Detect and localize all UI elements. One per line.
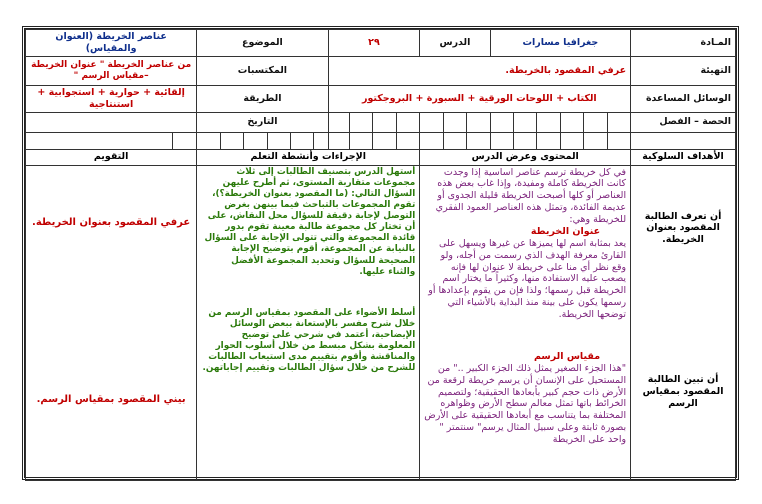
method-value: إلقائية + حوارية + استجوابية + استنتاجية [26, 85, 197, 112]
period-slot [420, 112, 443, 132]
period-slot [373, 112, 396, 132]
blank-cell [443, 132, 466, 149]
aids-value: الكتاب + اللوحات الورقية + السبورة + البروجكتور [328, 85, 631, 112]
content-title-body: يعد بمثابة اسم لها يميزها عن غيرها ويسهل على القارئ معرفة الهدف الذي رسمت من أجله، ولو وقع نظر أي منا على خريطة لا عنوان لها فإنه يصعب عليه الاستفادة منها، وكثيراً ما يختار اسم الخريطة قبل رسمها؛ ولذا فإن من يقوم بإعدادها أو رسمها يكون على بينة منذ البداية بالأشياء التي توضحها الخريطة. [428, 237, 627, 320]
header-evaluation: التقويم [26, 149, 197, 165]
period-slot [396, 112, 419, 132]
blank-cell [290, 132, 313, 149]
blank-cell [350, 132, 373, 149]
subject-label: المـادة [631, 30, 736, 57]
period-slot [490, 112, 513, 132]
prior-label: المكتسبات [197, 56, 328, 85]
period-slot [584, 112, 607, 132]
evaluation-2: بيني المقصود بمقياس الرسم. [36, 393, 186, 405]
row-intro [26, 56, 736, 85]
period-slot [537, 112, 560, 132]
procedure-2: أسلط الأضواء على المقصود بمقياس الرسم من خلال شرح مفسر بالإستعانة ببعض الوسائل الإيضاحية، أعتمد في شرحي على توضيح المعلومة بشكل مبسط من خلال أسلوب الحوار والمناقشة وأقوم بتقييم مدى استيعاب الطالبات للشرح من خلال سؤال الطالبات وتقييم إجاباتهن. [202, 307, 416, 374]
row-period [26, 112, 736, 132]
row-subject [26, 30, 736, 57]
blank-cell [490, 132, 513, 149]
evaluation-1: عرفي المقصود بعنوان الخريطة. [32, 216, 191, 228]
lesson-number: ٢٩ [328, 30, 420, 57]
period-label: الحصة – الفصل [631, 112, 736, 132]
period-slot [350, 112, 373, 132]
date-label: التاريخ [197, 112, 328, 132]
content-cell [420, 165, 631, 480]
blank-cell [197, 132, 220, 149]
intro-label: التهيئة [631, 56, 736, 85]
blank-cell [267, 132, 290, 149]
blank-cell [631, 132, 736, 149]
evaluation-cell [26, 165, 197, 480]
blank-cell [396, 132, 419, 149]
period-slot [467, 112, 490, 132]
procedures-cell [197, 165, 420, 480]
row-blank [26, 132, 736, 149]
blank-cell [172, 132, 196, 149]
row-headers [26, 149, 736, 165]
blank-cell [607, 132, 630, 149]
subject-value: جغرافيا مسارات [490, 30, 631, 57]
procedure-1: أستهل الدرس بتصنيف الطالبات إلى ثلاث مجموعات متقاربة المستوى، ثم أطرح عليهن السؤال التالي: (ما المقصود بعنوان الخريطة؟)، تقوم المجموعات بالتباحث فيما بينهن بغرض التوصل لإجابة دقيقة للسؤال محل النقاش، على أن تختار كل مجموعة طالبة معينة تقوم بدور قائدة المجموعة والتي تتولى الإجابة على السؤال بالنيابة عن المجموعة، أقوم بتوضيح الإجابة الصحيحة للسؤال وتحديد المجموعة الأفضل والثناء عليها. [204, 166, 416, 277]
blank-cell [420, 132, 443, 149]
blank-cell [26, 132, 173, 149]
blank-cell [373, 132, 396, 149]
aids-label: الوسائل المساعدة [631, 85, 736, 112]
lesson-plan-table [25, 29, 736, 481]
prior-value: من عناصر الخريطة " عنوان الخريطة –مقياس الرسم " [26, 56, 197, 85]
period-slot [443, 112, 466, 132]
blank-cell [467, 132, 490, 149]
blank-cell [560, 132, 583, 149]
blank-cell [537, 132, 560, 149]
row-aids [26, 85, 736, 112]
blank-cell [328, 132, 349, 149]
header-procedures: الإجراءات وأنشطة التعلم [197, 149, 420, 165]
header-content: المحتوى وعرض الدرس [420, 149, 631, 165]
blank-cell [584, 132, 607, 149]
topic-label: الموضوع [197, 30, 328, 57]
blank-cell [220, 132, 243, 149]
period-slot [560, 112, 583, 132]
content-intro: في كل خريطة ترسم عناصر اساسية إذا وجدت كانت الخريطة كاملة ومفيدة، وإذا غاب بعض هذه العناصر أو كلها أصبحت الخريطة قليلة الجدوى أو عديمة الفائدة، وتمثل هذه العناصر العمود الفقري للخريطة وهي: [435, 166, 627, 225]
blank-cell [244, 132, 267, 149]
objective-1: أن تعرف الطالبة المقصود بعنوان الخريطة. [644, 210, 722, 246]
objectives-cell [631, 165, 736, 480]
period-slot [328, 112, 349, 132]
content-scale-body: "هذا الجزء الصغير يمثل ذلك الجزء الكبير .." من المستحيل على الإنسان أن يرسم خريطة لرقعة من الأرض ذات حجم كبير بأبعادها الحقيقية؛ ولتصميم الخرائط باتها تمثل معالم سطح الأرض وظواهره المختلفة بما يتناسب مع أبعادها الحقيقية على الأرض بصورة ثابتة وعلى سبيل المثال يرسم" سنتمتر " واحد على الخريطة [424, 362, 627, 445]
content-heading-title: عنوان الخريطة [530, 225, 601, 237]
date-slot [26, 112, 197, 132]
period-slot [513, 112, 536, 132]
blank-cell [314, 132, 328, 149]
content-heading-scale: مقياس الرسم [533, 350, 601, 362]
lesson-label: الدرس [420, 30, 490, 57]
objective-2: أن تبين الطالبة المقصود بمقياس الرسم [642, 374, 724, 409]
blank-cell [513, 132, 536, 149]
method-label: الطريقة [197, 85, 328, 112]
row-lesson-body [26, 165, 736, 480]
period-slot [607, 112, 630, 132]
header-objectives: الأهداف السلوكية [631, 149, 736, 165]
intro-value: عرفي المقصود بالخريطة. [328, 56, 631, 85]
topic-value: عناصر الخريطة (العنوان والمقياس) [26, 30, 197, 57]
